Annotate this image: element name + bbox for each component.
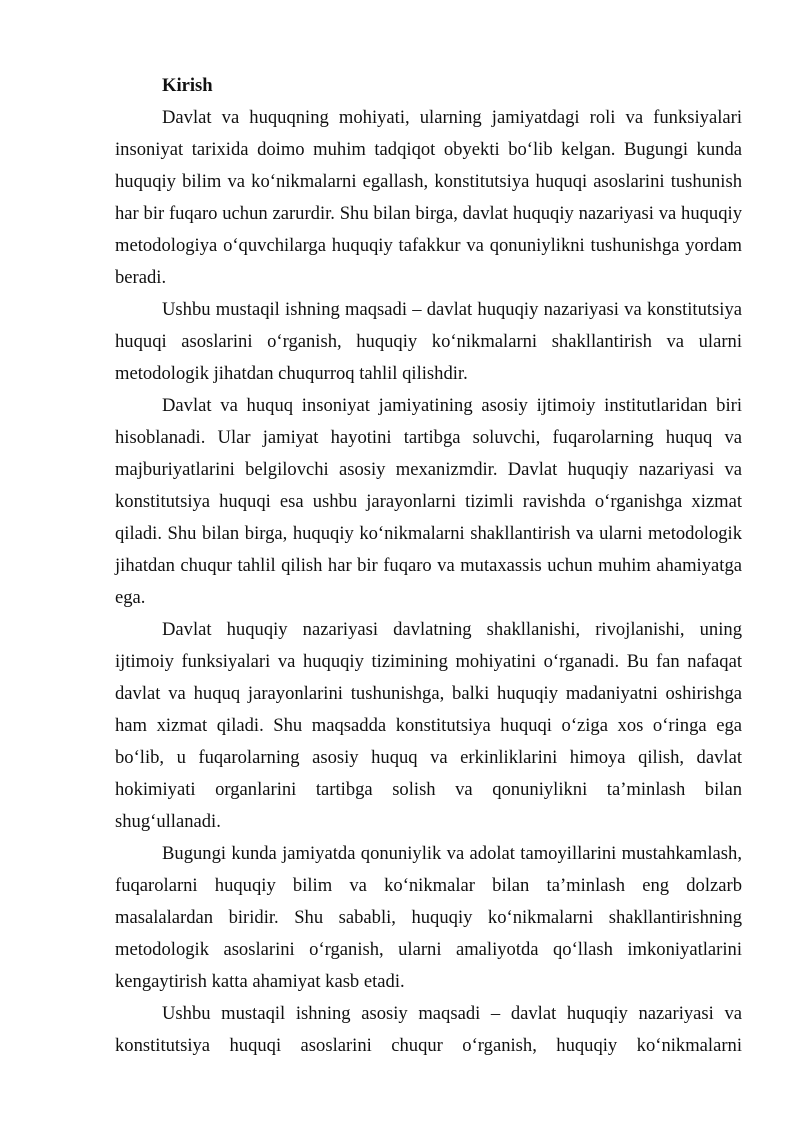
- paragraph-6: Ushbu mustaqil ishning asosiy maqsadi – davlat huquqiy nazariyasi va konstitutsiya huquqi asoslarini chuqur o‘rganish, huquqiy ko‘nikmalarni: [115, 1003, 742, 1056]
- paragraph-2: Ushbu mustaqil ishning maqsadi – davlat huquqiy nazariyasi va konstitutsiya huquqi asoslarini o‘rganish, huquqiy ko‘nikmalarni shakllantirish va ularni metodologik jihatdan chuqurroq tahlil qilishdir.: [115, 299, 742, 384]
- section-heading: Kirish: [162, 75, 213, 96]
- paragraph-1: Davlat va huquqning mohiyati, ularning jamiyatdagi roli va funksiyalari insoniyat tarixida doimo muhim tadqiqot obyekti bo‘lib kelgan. Bugungi kunda huquqiy bilim va ko‘nikmalarni egallash, konstitutsiya huquqi asoslarini tushunish har bir fuqaro uchun zarurdir. Shu bilan birga, davlat huquqiy nazariyasi va huquqiy metodologiya o‘quvchilarga huquqiy tafakkur va qonuniylikni tushunishga yordam beradi.: [115, 107, 742, 288]
- paragraph-4: Davlat huquqiy nazariyasi davlatning shakllanishi, rivojlanishi, uning ijtimoiy funksiyalari va huquqiy tizimining mohiyatini o‘rganadi. Bu fan nafaqat davlat va huquq jarayonlarini tushunishga, balki huquqiy madaniyatni oshirishga ham xizmat qiladi. Shu maqsadda konstitutsiya huquqi o‘ziga xos o‘ringa ega bo‘lib, u fuqarolarning asosiy huquq va erkinliklarini himoya qilish, davlat hokimiyati organlarini tartibga solish va qonuniylikni ta’minlash bilan shug‘ullanadi.: [115, 619, 742, 832]
- paragraph-5: Bugungi kunda jamiyatda qonuniylik va adolat tamoyillarini mustahkamlash, fuqarolarni huquqiy bilim va ko‘nikmalar bilan ta’minlash eng dolzarb masalalardan biridir. Shu sababli, huquqiy ko‘nikmalarni shakllantirishning metodologik asoslarini o‘rganish, ularni amaliyotda qo‘llash imkoniyatlarini kengaytirish katta ahamiyat kasb etadi.: [115, 843, 742, 992]
- paragraph-3: Davlat va huquq insoniyat jamiyatining asosiy ijtimoiy institutlaridan biri hisoblanadi. Ular jamiyat hayotini tartibga soluvchi, fuqarolarning huquq va majburiyatlarini belgilovchi asosiy mexanizmdir. Davlat huquqiy nazariyasi va konstitutsiya huquqi esa ushbu jarayonlarni tizimli ravishda o‘rganishga xizmat qiladi. Shu bilan birga, huquqiy ko‘nikmalarni shakllantirish va ularni metodologik jihatdan chuqur tahlil qilish har bir fuqaro va mutaxassis uchun muhim ahamiyatga ega.: [115, 395, 742, 608]
- document-page: [115, 70, 742, 1062]
